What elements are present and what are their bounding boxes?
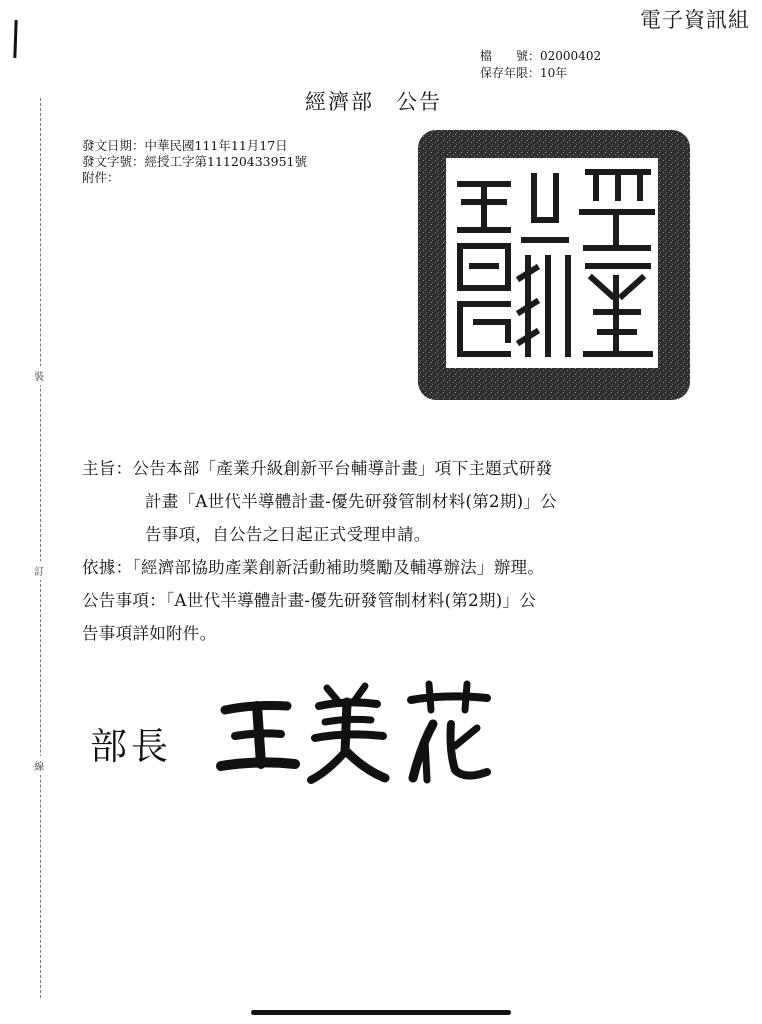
attachment-label: 附件： bbox=[82, 170, 120, 185]
issue-date-label: 發文日期： bbox=[82, 138, 145, 153]
binding-line bbox=[40, 98, 41, 998]
basis-label: 依據： bbox=[82, 558, 133, 577]
home-indicator[interactable] bbox=[251, 1010, 511, 1015]
issue-date: 中華民國111年11月17日 bbox=[144, 138, 288, 153]
signature-strokes bbox=[221, 684, 487, 780]
subject-line-2: 計畫「A世代半導體計畫-優先研發管制材料(第2期)」公 bbox=[145, 492, 557, 511]
notice-line-1: 「A世代半導體計畫-優先研發管制材料(第2期)」公 bbox=[166, 591, 537, 610]
basis-paragraph bbox=[82, 551, 544, 584]
file-number-label: 檔 號： bbox=[480, 49, 541, 63]
retention-label: 保存年限： bbox=[480, 66, 541, 80]
signature-title: 部長 bbox=[90, 725, 172, 768]
subject-label: 主旨： bbox=[82, 459, 133, 478]
notice-label: 公告事項： bbox=[82, 591, 166, 610]
binding-mark-xian: 線 bbox=[34, 756, 44, 775]
doc-number: 經授工字第11120433951號 bbox=[144, 154, 307, 169]
notice-line-2: 告事項詳如附件。 bbox=[82, 624, 217, 643]
binding-mark-zhuang: 裝 bbox=[34, 366, 44, 385]
agency-name: 經濟部 bbox=[305, 90, 374, 114]
handwritten-signature bbox=[215, 680, 505, 790]
file-number: 02000402 bbox=[540, 49, 602, 63]
subject-paragraph bbox=[82, 452, 557, 551]
binding-mark-ding: 訂 bbox=[34, 561, 44, 580]
retention-value: 10年 bbox=[540, 66, 568, 80]
margin-mark bbox=[13, 20, 17, 58]
page-title bbox=[305, 86, 442, 116]
issue-meta bbox=[82, 138, 307, 186]
subject-line-3: 告事項，自公告之日起正式受理申請。 bbox=[145, 525, 431, 544]
official-seal bbox=[416, 128, 692, 402]
file-meta bbox=[480, 48, 601, 82]
basis-text: 「經濟部協助產業創新活動補助獎勵及輔導辦法」辦理。 bbox=[132, 558, 545, 577]
corner-label: 電子資訊組 bbox=[640, 8, 750, 32]
subject-line-1: 公告本部「產業升級創新平台輔導計畫」項下主題式研發 bbox=[132, 459, 553, 478]
notice-paragraph bbox=[82, 584, 536, 650]
doc-number-label: 發文字號： bbox=[82, 154, 145, 169]
doc-type: 公告 bbox=[396, 90, 442, 114]
